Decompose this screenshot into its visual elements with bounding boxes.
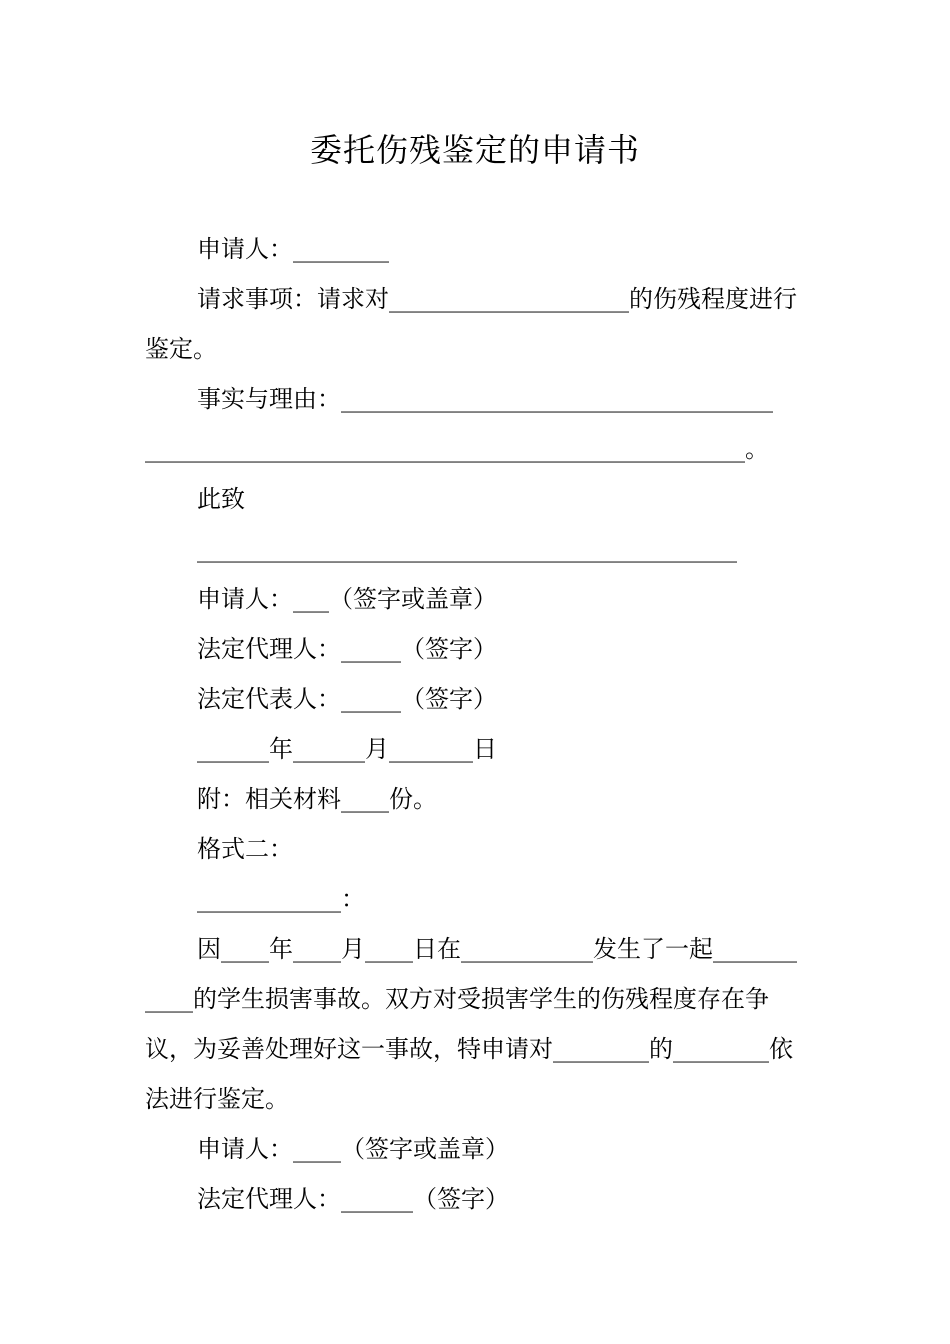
applicant-signature: 申请人：___（签字或盖章） bbox=[197, 585, 497, 613]
document-title: 委托伤残鉴定的申请书 bbox=[309, 131, 640, 169]
document-body bbox=[145, 224, 807, 1224]
format-two-body: 因____年____月____日在___________发生了一起___________的学生损害事故。双方对受损害学生的伤残程度存在争议，为妥善处理好这一事故，特申请对________的________依法进行鉴定。 bbox=[145, 935, 797, 1113]
format-two-applicant-signature: 申请人：____（签字或盖章） bbox=[197, 1135, 509, 1163]
legal-agent-signature: 法定代理人：_____（签字） bbox=[197, 635, 497, 663]
attachment-line: 附：相关材料____份。 bbox=[197, 785, 437, 813]
request-item: 请求事项：请求对____________________的伤残程度进行鉴定。 bbox=[145, 285, 797, 363]
recipient-blank: _____________________________________________ bbox=[197, 535, 737, 563]
legal-representative-signature: 法定代表人：_____（签字） bbox=[197, 685, 497, 713]
salutation: 此致 bbox=[197, 485, 245, 513]
applicant-line: 申请人：________ bbox=[197, 235, 389, 263]
facts-continuation: __________________________________________________。 bbox=[145, 435, 769, 463]
format-two-legal-agent-signature: 法定代理人：______（签字） bbox=[197, 1185, 509, 1213]
format-two-recipient: ____________： bbox=[197, 885, 365, 913]
date-line: ______年______月_______日 bbox=[197, 735, 497, 763]
format-two-heading: 格式二： bbox=[197, 835, 293, 863]
facts-and-reasons: 事实与理由：____________________________________ bbox=[197, 385, 773, 413]
